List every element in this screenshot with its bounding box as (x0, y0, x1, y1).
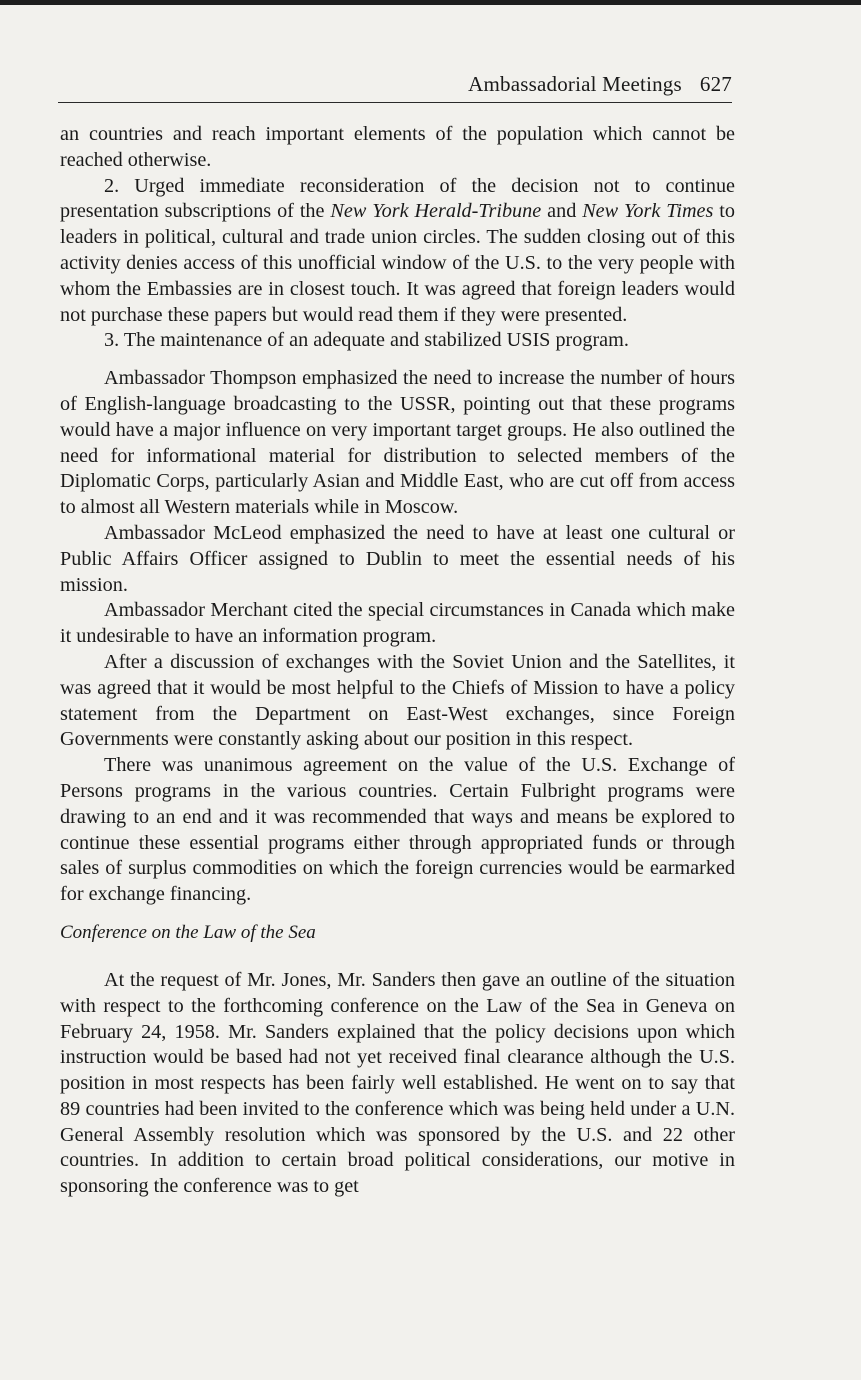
paragraph-thompson: Ambassador Thompson emphasized the need to increase the number of hours of English-language broadcasting to the USSR, pointing out that these programs would have a major influence on very important target groups. He also outlined the need for informational material for distribution to selected members of the Diplomatic Corps, particularly Asian and Middle East, who are cut off from access to almost all Western materials while in Moscow. (60, 367, 735, 519)
running-title: Ambassadorial Meetings (468, 72, 682, 96)
list-item-2-text-b: and (541, 200, 583, 223)
list-item-2-text-c: to leaders in political, cultural and trade union circles. The sudden closing out of this activity denies access of this unofficial window of the U.S. to the very people with whom the Embassies are in closest touch. It was agreed that foreign leaders would not purchase these papers but would read them if they were presented. (60, 200, 736, 326)
page-number: 627 (699, 72, 732, 96)
list-item-3: 3. The maintenance of an adequate and stabilized USIS program. (104, 329, 629, 352)
publication-herald-tribune: New York Herald-Tribune (330, 200, 542, 223)
paragraph-merchant: Ambassador Merchant cited the special circumstances in Canada which make it undesirable to have an information program. (60, 599, 735, 648)
page-body (60, 122, 735, 1200)
paragraph-exchanges: After a discussion of exchanges with the Soviet Union and the Satellites, it was agreed that it would be most helpful to the Chiefs of Mission to have a policy statement from the Department on East-West exchanges, since Foreign Governments were constantly asking about our position in this respect. (60, 650, 735, 751)
page-header (58, 68, 732, 103)
running-head (468, 72, 732, 97)
paragraph-law-of-the-sea: At the request of Mr. Jones, Mr. Sanders then gave an outline of the situation with respect to the forthcoming conference on the Law of the Sea in Geneva on February 24, 1958. Mr. Sanders explained that the policy decisions upon which instruction would be based had not yet received final clearance although the U.S. position in most respects has been fairly well established. He went on to say that 89 countries had been invited to the conference which was being held under a U.N. General Assembly resolution which was sponsored by the U.S. and 22 other countries. In addition to certain broad political considerations, our motive in sponsoring the conference was to get (60, 968, 735, 1198)
list-item-2 (60, 174, 735, 329)
list-item-2-text-a: 2. Urged immediate reconsideration of the decision not to continue presentation subscriptions of the (60, 174, 735, 223)
section-heading: Conference on the Law of the Sea (60, 921, 316, 943)
paragraph-exchange-of-persons: There was unanimous agreement on the value of the U.S. Exchange of Persons programs in the various countries. Certain Fulbright programs were drawing to an end and it was recommended that ways and means be explored to continue these essential programs either through appropriated funds or through sales of surplus commodities on which the foreign currencies would be earmarked for exchange financing. (60, 754, 735, 906)
paragraph-continuation: an countries and reach important elements of the population which cannot be reached otherwise. (60, 123, 735, 171)
top-edge-bar (0, 0, 861, 5)
paragraph-mcleod: Ambassador McLeod emphasized the need to have at least one cultural or Public Affairs Officer assigned to Dublin to meet the essential needs of his mission. (60, 521, 735, 596)
publication-new-york-times: New York Times (582, 200, 714, 223)
